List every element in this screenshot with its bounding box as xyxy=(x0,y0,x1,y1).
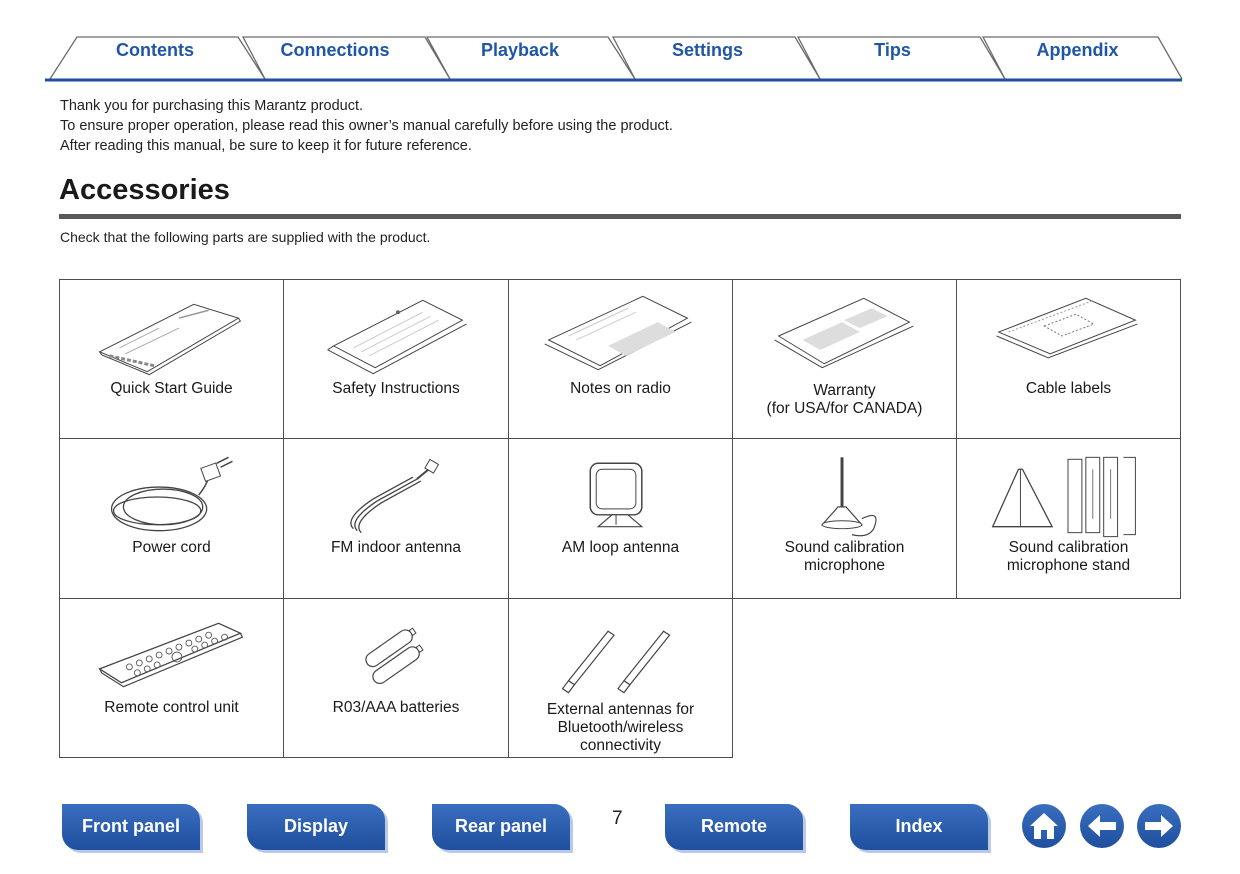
battery-icon xyxy=(284,609,508,699)
label-sheet-icon xyxy=(957,290,1180,380)
accessory-label: Cable labels xyxy=(1025,380,1112,397)
tab-connections[interactable]: Connections xyxy=(280,40,390,60)
accessory-label: Safety Instructions xyxy=(332,380,460,397)
tab-tips[interactable]: Tips xyxy=(874,40,911,60)
accessory-sound-calibration-stand xyxy=(956,438,1181,599)
arrow-left-icon xyxy=(1080,804,1124,848)
remote-button[interactable]: Remote xyxy=(665,804,803,850)
accessory-label xyxy=(957,539,1180,575)
fm-antenna-icon xyxy=(284,449,508,539)
accessory-cable-labels xyxy=(956,279,1181,439)
intro-line-3: After reading this manual, be sure to keep it for future reference. xyxy=(60,138,472,154)
label-line: Warranty xyxy=(813,382,876,399)
label-line: connectivity xyxy=(580,737,661,754)
accessory-label: AM loop antenna xyxy=(561,539,680,556)
accessory-label xyxy=(733,539,956,575)
intro-line-2: To ensure proper operation, please read this owner’s manual carefully before using the product. xyxy=(60,118,673,134)
label-line: (for USA/for CANADA) xyxy=(766,400,923,417)
accessory-sound-calibration-microphone xyxy=(732,438,957,599)
accessory-power-cord xyxy=(59,438,284,599)
microphone-icon xyxy=(733,449,956,539)
display-button[interactable]: Display xyxy=(247,804,385,850)
label-line: microphone xyxy=(804,557,885,574)
index-button[interactable]: Index xyxy=(850,804,988,850)
intro-text xyxy=(60,96,673,156)
accessory-warranty xyxy=(732,279,957,439)
accessory-label xyxy=(733,382,956,418)
accessory-remote-control-unit xyxy=(59,598,284,758)
external-antenna-icon xyxy=(509,609,732,699)
accessory-label: FM indoor antenna xyxy=(330,539,462,556)
home-button[interactable] xyxy=(1022,804,1066,848)
accessory-am-loop-antenna xyxy=(508,438,733,599)
accessory-fm-indoor-antenna xyxy=(283,438,509,599)
remote-control-icon xyxy=(60,609,283,699)
accessory-label: Power cord xyxy=(132,539,211,556)
tab-playback[interactable]: Playback xyxy=(480,40,560,60)
accessory-external-antennas xyxy=(508,598,733,758)
sheet-icon xyxy=(733,290,956,380)
booklet-icon xyxy=(60,290,283,380)
section-title: Accessories xyxy=(59,174,230,206)
tab-contents[interactable]: Contents xyxy=(116,40,194,60)
front-panel-button[interactable]: Front panel xyxy=(62,804,200,850)
power-cord-icon xyxy=(60,449,283,539)
accessory-quick-start-guide xyxy=(59,279,284,439)
section-instruction: Check that the following parts are supplied with the product. xyxy=(60,229,431,245)
forward-button[interactable] xyxy=(1137,804,1181,848)
title-rule xyxy=(59,214,1181,219)
accessory-safety-instructions xyxy=(283,279,509,439)
accessory-label: Remote control unit xyxy=(104,699,239,716)
label-line: microphone stand xyxy=(1006,557,1131,574)
accessory-label: R03/AAA batteries xyxy=(332,699,460,716)
page-number: 7 xyxy=(612,808,623,829)
arrow-right-icon xyxy=(1137,804,1181,848)
rear-panel-button[interactable]: Rear panel xyxy=(432,804,570,850)
tab-settings[interactable]: Settings xyxy=(671,40,743,60)
label-line: External antennas for xyxy=(546,701,695,718)
accessory-label: Notes on radio xyxy=(570,380,671,397)
intro-line-1: Thank you for purchasing this Marantz product. xyxy=(60,98,364,114)
accessory-label xyxy=(509,701,732,755)
back-button[interactable] xyxy=(1080,804,1124,848)
tab-appendix[interactable]: Appendix xyxy=(1036,40,1119,60)
label-line: Bluetooth/wireless xyxy=(557,719,684,736)
accessory-label: Quick Start Guide xyxy=(110,380,233,397)
accessory-notes-on-radio xyxy=(508,279,733,439)
sheet-icon xyxy=(509,290,732,380)
label-line: Sound calibration xyxy=(784,539,905,556)
label-line: Sound calibration xyxy=(1008,539,1129,556)
accessory-batteries xyxy=(283,598,509,758)
am-loop-antenna-icon xyxy=(509,449,732,539)
top-tab-bar xyxy=(0,0,1240,84)
microphone-stand-icon xyxy=(957,449,1180,539)
sheet-icon xyxy=(284,290,508,380)
home-icon xyxy=(1022,804,1066,848)
